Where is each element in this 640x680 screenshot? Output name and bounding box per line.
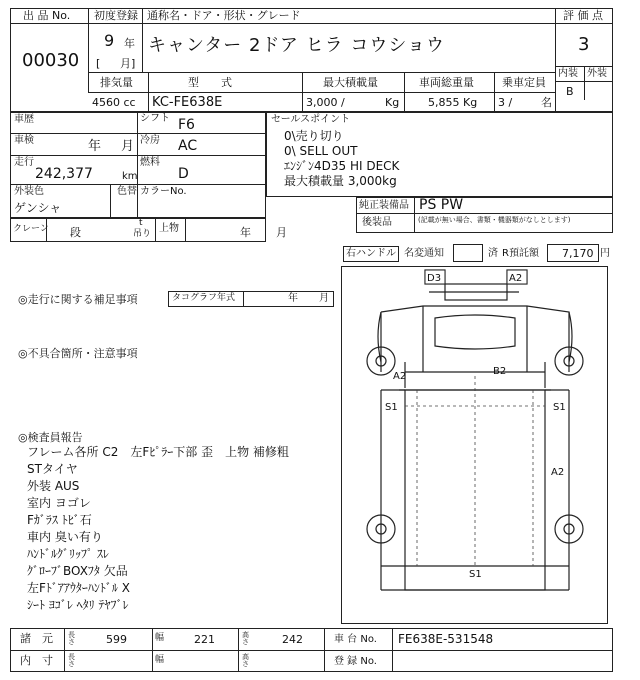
damage-mark-b2: B2 [493, 366, 507, 377]
max-load-unit: Kg [385, 96, 400, 109]
inspector-label: ◎検査員報告 [18, 431, 83, 444]
inspector-report-line: 室内 ヨゴレ [27, 496, 91, 510]
length-value: 599 [106, 633, 127, 646]
max-load-label: 最大積載量 [323, 76, 378, 89]
mileage-label: 走行 [14, 157, 34, 168]
inspector-report-line: ｸﾞﾛｰﾌﾞBOXﾌﾀ 欠品 [27, 564, 128, 578]
inner-height-label: 高さ [242, 653, 249, 668]
displacement-label: 排気量 [100, 76, 133, 89]
tachograph-month: 月 [319, 293, 329, 304]
recycle-fee-label: R預託額 [502, 248, 539, 259]
mileage-unit: km [122, 171, 138, 182]
ext-color-value: ゲンシャ [14, 201, 62, 215]
recycle-fee-value: 7,170 [562, 247, 594, 260]
fuel-value: D [178, 166, 189, 182]
color-change-label: 色替 [117, 186, 137, 197]
interior-grade-label: 内装 [558, 68, 578, 79]
first-reg-year-unit: 年 [124, 37, 135, 50]
damage-mark-d3: D3 [427, 273, 442, 284]
score-value: 3 [578, 34, 590, 55]
inspector-report-line: ｼｰﾄ ﾖｺﾞﾚ ﾍﾀﾘ ﾃﾔﾌﾞﾚ [27, 598, 129, 612]
damage-mark-a2: A2 [551, 467, 565, 478]
upper-label: 上物 [159, 223, 179, 234]
truck-diagram [341, 266, 608, 624]
inspector-report-line: ﾊﾝﾄﾞﾙｸﾞﾘｯﾌﾟ ｽﾚ [27, 547, 109, 561]
aftermarket-note: (記載が無い場合、書類・機器類がなしとします) [418, 216, 571, 224]
genuine-equipment-label: 純正装備品 [359, 200, 409, 211]
damage-mark-a2: A2 [393, 371, 407, 382]
width-label: 幅 [155, 633, 165, 643]
chassis-label: 車 台 No. [334, 634, 377, 645]
max-load-value: 3,000 / [306, 96, 345, 109]
registration-label: 登 録 No. [334, 656, 377, 667]
ac-value: AC [178, 138, 198, 154]
shift-label: シフト [140, 113, 170, 124]
defects-label: ◎不具合箇所・注意事項 [18, 347, 138, 360]
inner-length-label: 長さ [68, 653, 75, 668]
damage-mark-s1: S1 [469, 569, 482, 580]
model-value: KC-FE638E [152, 95, 223, 110]
supplementary-label: ◎走行に関する補足事項 [18, 293, 138, 306]
shift-value: F6 [178, 117, 195, 133]
upper-year: 年 [240, 226, 251, 239]
vehicle-name: キャンター 2ドア ヒラ コウショウ [148, 35, 445, 56]
displacement-value: 4560 cc [92, 96, 136, 109]
crane-label: クレーン [13, 224, 49, 234]
height-label: 高さ [242, 631, 249, 646]
sales-point-line: 最大積載量 3,000kg [284, 174, 397, 188]
inspector-report-line: STタイヤ [27, 462, 78, 476]
first-reg-year: 9 [104, 31, 115, 50]
ac-label: 冷房 [140, 135, 160, 146]
chassis-number: FE638E-531548 [398, 632, 494, 646]
tachograph-label: タコグラフ年式 [172, 293, 236, 303]
right-handle-label: 右ハンドル [346, 248, 396, 259]
inspection-label: 車検 [14, 135, 34, 146]
capacity-unit: 名 [541, 96, 552, 109]
genuine-equipment-value: PS PW [419, 197, 464, 213]
meter-change-mark: 済 [488, 248, 498, 259]
ext-color-label: 外装色 [14, 186, 44, 197]
gross-weight-label: 車両総重量 [419, 76, 474, 89]
damage-mark-s1: S1 [553, 402, 566, 413]
inspector-report-line: Fｶﾞﾗｽ ﾄﾋﾞ石 [27, 513, 92, 527]
crane-stage: 段 [70, 226, 81, 239]
crane-t: t [139, 218, 143, 228]
inspector-report-line: 外装 AUS [27, 479, 80, 493]
model-label: 型 式 [188, 76, 232, 89]
capacity-value: 3 / [498, 96, 513, 109]
width-value: 221 [194, 633, 215, 646]
sales-point-line: ｴﾝｼﾞﾝ4D35 HI DECK [284, 159, 400, 173]
height-value: 242 [282, 633, 303, 646]
length-label: 長さ [68, 631, 75, 646]
inspection-month: 月 [121, 139, 135, 154]
upper-month: 月 [276, 226, 287, 239]
capacity-label: 乗車定員 [502, 76, 546, 89]
first-reg-month-unit: 月] [120, 57, 136, 70]
exterior-grade-label: 外装 [587, 68, 607, 79]
inspection-year: 年 [88, 139, 102, 154]
color-no-label: カラーNo. [140, 186, 187, 197]
history-label: 車歴 [14, 114, 34, 125]
damage-mark-s1: S1 [385, 402, 398, 413]
damage-mark-a2: A2 [509, 273, 523, 284]
first-reg-label: 初度登録 [94, 9, 138, 22]
sales-point-line: 0\売り切り [284, 129, 344, 143]
sales-point-line: 0\ SELL OUT [284, 144, 358, 158]
fuel-label: 燃料 [140, 157, 160, 168]
inner-dims-label: 内 寸 [20, 654, 53, 667]
lot-label: 出 品 No. [23, 9, 71, 22]
inspector-report-line: 車内 臭い有り [27, 530, 103, 544]
tachograph-year: 年 [288, 293, 298, 304]
score-label: 評 価 点 [563, 9, 603, 22]
lot-number: 00030 [22, 50, 80, 71]
meter-change-label: 名変通知 [404, 248, 444, 259]
first-reg-bracket: [ [96, 57, 101, 70]
inner-width-label: 幅 [155, 655, 165, 665]
mileage-value: 242,377 [35, 166, 93, 182]
meter-change-box [453, 244, 483, 262]
aftermarket-label: 後装品 [362, 217, 392, 228]
inspector-report-line: 左Fﾄﾞｱｱｳﾀｰﾊﾝﾄﾞﾙ X [27, 581, 130, 595]
recycle-fee-yen: 円 [600, 248, 610, 259]
inspector-report-line: フレーム各所 C2 左Fﾋﾟﾗｰ下部 歪 上物 補修粗 [27, 445, 289, 459]
vehicle-name-label: 通称名・ドア・形状・グレード [147, 9, 301, 22]
interior-grade: B [566, 85, 574, 98]
gross-weight-value: 5,855 Kg [428, 96, 478, 109]
dims-label: 諸 元 [20, 632, 53, 645]
sales-points-label: セールスポイント [271, 114, 351, 125]
crane-lift: 吊り [133, 229, 152, 239]
